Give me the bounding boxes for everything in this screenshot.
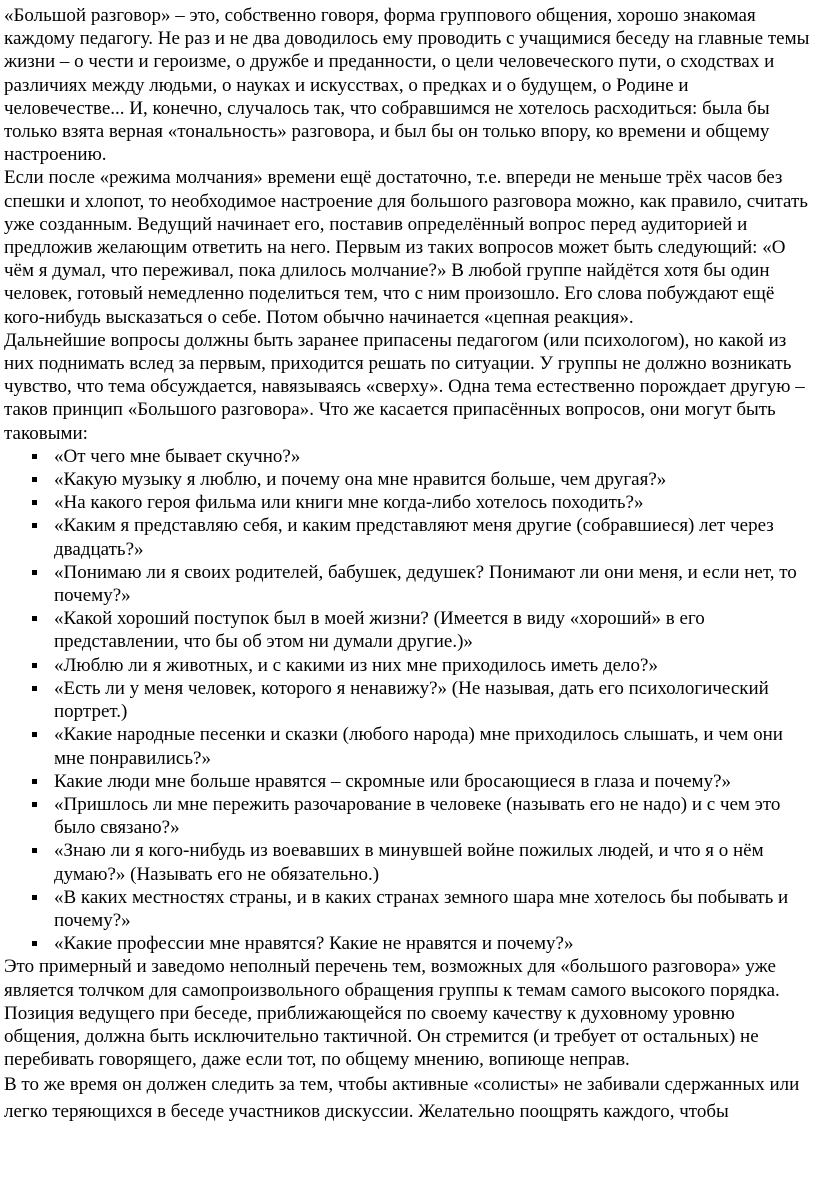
- bullet-icon: [32, 802, 37, 807]
- bullet-icon: [32, 686, 37, 691]
- bullet-icon: [32, 570, 37, 575]
- paragraph-intro: «Большой разговор» – это, собственно говоря, форма группового общения, хорошо знакомая каждому педагогу. Не раз и не два доводилось ему проводить с учащимися беседу на главные темы жизни – о чести и героизме, о дружбе и преданности, о цели человеческого пути, о сходствах и различиях между людьми, о науках и искусствах, о предках и о будущем, о Родине и человечестве... И, конечно, случалось так, что собравшимся не хотелось расходиться: была бы только взята верная «тональность» разговора, и был бы он только впору, ко времени и общему настроению.: [4, 5, 810, 166]
- list-item: «Каким я представляю себя, и каким представляют меня другие (собравшиеся) лет через двадцать?»: [4, 514, 810, 560]
- list-item: «Пришлось ли мне пережить разочарование в человеке (называть его не надо) и с чем это было связано?»: [4, 793, 810, 839]
- bullet-icon: [32, 895, 37, 900]
- paragraph-list-summary: Это примерный и заведомо неполный перечень тем, возможных для «большого разговора» уже является толчком для самопроизвольного обращения группы к темам самого высокого порядка.: [4, 956, 780, 1001]
- paragraph-soloists: В то же время он должен следить за тем, чтобы активные «солисты» не забивали сдержанных или легко теряющихся в беседе участников дискуссии. Желательно поощрять каждого, чтобы: [4, 1074, 800, 1123]
- bullet-icon: [32, 477, 37, 482]
- list-item: «В каких местностях страны, и в каких странах земного шара мне хотелось бы побывать и почему?»: [4, 886, 810, 932]
- bullet-icon: [32, 848, 37, 853]
- bullet-icon: [32, 454, 37, 459]
- bullet-icon: [32, 732, 37, 737]
- bullet-icon: [32, 663, 37, 668]
- list-item: «Понимаю ли я своих родителей, бабушек, дедушек? Понимают ли они меня, и если нет, то почему?»: [4, 561, 810, 607]
- paragraph-further-questions: Дальнейшие вопросы должны быть заранее припасены педагогом (или психологом), но какой из них поднимать вслед за первым, приходится решать по ситуации. У группы не должно возникать чувство, что тема обсуждается, навязываясь «сверху». Одна тема естественно порождает другую – таков принцип «Большого разговора». Что же касается припасённых вопросов, они могут быть таковыми:: [4, 329, 805, 444]
- bullet-icon: [32, 941, 37, 946]
- bullet-icon: [32, 523, 37, 528]
- bullet-icon: [32, 500, 37, 505]
- list-item: «Какой хороший поступок был в моей жизни? (Имеется в виду «хороший» в его представлении, что бы об этом ни думали другие.)»: [4, 607, 810, 653]
- list-item: «Какие профессии мне нравятся? Какие не нравятся и почему?»: [4, 932, 810, 955]
- paragraph-silence-mode: Если после «режима молчания» времени ещё достаточно, т.е. впереди не меньше трёх часов без спешки и хлопот, то необходимое настроение для большого разговора можно, как правило, считать уже созданным. Ведущий начинает его, поставив определённый вопрос перед аудиторией и предложив желающим ответить на него. Первым из таких вопросов может быть следующий: «О чём я думал, что переживал, пока длилось молчание?» В любой группе найдётся хотя бы один человек, готовый немедленно поделиться тем, что с ним произошло. Его слова побуждают ещё кого-нибудь высказаться о себе. Потом обычно начинается «цепная реакция».: [4, 167, 808, 328]
- list-item: «Какую музыку я люблю, и почему она мне нравится больше, чем другая?»: [4, 468, 810, 491]
- bullet-icon: [32, 779, 37, 784]
- list-item: «Какие народные песенки и сказки (любого народа) мне приходилось слышать, и чем они мне понравились?»: [4, 723, 810, 769]
- list-item: «От чего мне бывает скучно?»: [4, 445, 810, 468]
- paragraph-host-position: Позиция ведущего при беседе, приближающейся по своему качеству к духовному уровню общения, должна быть исключительно тактичной. Он стремится (и требует от остальных) не перебивать говорящего, даже если тот, по общему мнению, вопиюще неправ.: [4, 1002, 759, 1071]
- list-item: «На какого героя фильма или книги мне когда-либо хотелось походить?»: [4, 491, 810, 514]
- list-item: «Есть ли у меня человек, которого я ненавижу?» (Не называя, дать его психологический портрет.): [4, 677, 810, 723]
- list-item: «Люблю ли я животных, и с какими из них мне приходилось иметь дело?»: [4, 654, 810, 677]
- questions-list: [4, 445, 816, 955]
- bullet-icon: [32, 616, 37, 621]
- list-item: «Знаю ли я кого-нибудь из воевавших в минувшей войне пожилых людей, и что я о нём думаю?» (Называть его не обязательно.): [4, 839, 810, 885]
- list-item: Какие люди мне больше нравятся – скромные или бросающиеся в глаза и почему?»: [4, 770, 810, 793]
